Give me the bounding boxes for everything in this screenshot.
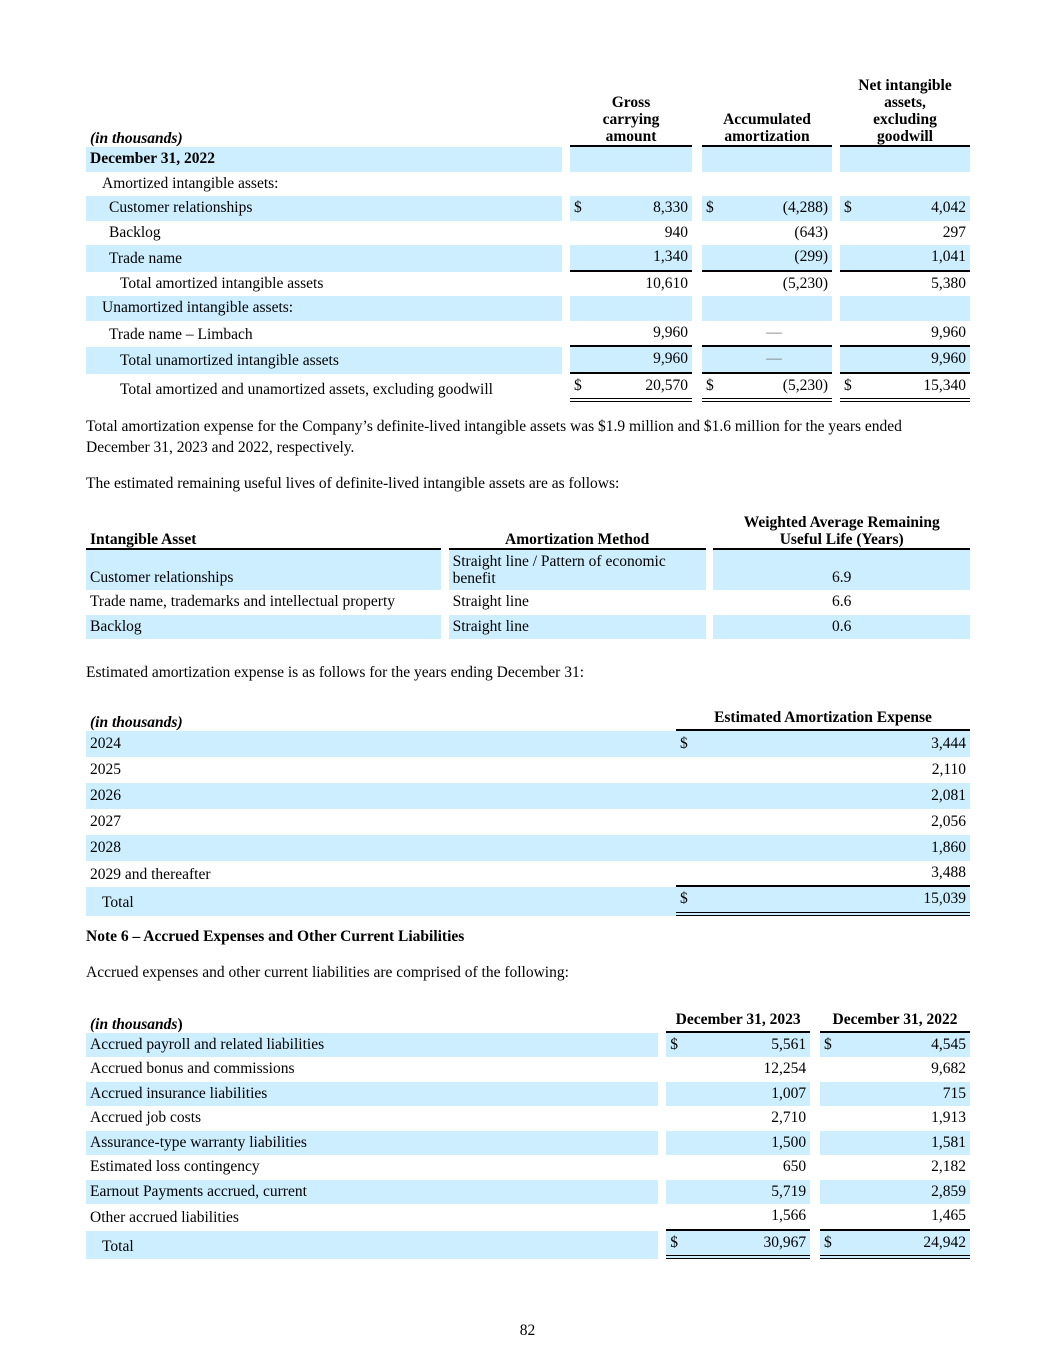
row-label: Accrued insurance liabilities	[86, 1082, 658, 1107]
currency-symbol: $	[676, 731, 690, 757]
useful-lives-intro: The estimated remaining useful lives of definite-lived intangible assets are as follows:	[86, 475, 620, 492]
row-label: Backlog	[109, 223, 161, 241]
row-label: Trade name – Limbach	[109, 325, 253, 343]
table-row	[86, 196, 970, 221]
currency-symbol: $	[820, 1231, 834, 1260]
total-2023: 30,967	[680, 1231, 810, 1260]
table-row	[86, 1082, 970, 1107]
value-2023: 650	[782, 1158, 807, 1175]
accum-value: (299)	[716, 245, 832, 272]
expense-value: 2,110	[931, 761, 966, 778]
row-label: Estimated loss contingency	[90, 1158, 260, 1175]
useful-lives-table	[86, 514, 970, 639]
net-value: 5,380	[931, 274, 966, 292]
value-2022: 2,182	[931, 1158, 966, 1175]
currency-symbol: $	[570, 374, 584, 403]
table-row	[86, 1155, 970, 1180]
row-label: Assurance-type warranty liabilities	[86, 1131, 658, 1156]
section-label: Unamortized intangible assets:	[86, 296, 562, 321]
table-row	[86, 1106, 970, 1131]
col-header-life: Weighted Average Remaining Useful Life (Years)	[713, 514, 970, 550]
year: 2024	[86, 731, 676, 757]
note6-title: Note 6 – Accrued Expenses and Other Current Liabilities	[86, 928, 465, 945]
value-2022: 9,682	[931, 1060, 966, 1077]
estimated-expense-table	[86, 701, 970, 916]
table-row	[86, 1131, 970, 1156]
value-2023: 5,561	[680, 1033, 810, 1058]
value-2023: 2,710	[771, 1109, 807, 1126]
year: 2026	[86, 783, 676, 809]
expense-value: 1,860	[690, 835, 970, 861]
accum-value: —	[716, 347, 832, 374]
gross-value: 20,570	[584, 374, 692, 403]
asset-name: Trade name, trademarks and intellectual property	[90, 593, 396, 610]
subtotal-row	[86, 272, 970, 297]
asset-name: Customer relationships	[86, 550, 441, 590]
currency-symbol: $	[570, 196, 584, 221]
method: Straight line	[452, 593, 529, 610]
section-row	[86, 172, 970, 197]
total-label: Total	[86, 1231, 658, 1260]
method: Straight line / Pattern of economic benefit	[449, 550, 706, 590]
table-row	[86, 550, 970, 590]
col-header-2023: December 31, 2023	[666, 1003, 810, 1033]
value-2023: 1,566	[680, 1204, 810, 1231]
period-label: December 31, 2022	[86, 147, 562, 172]
net-value: 15,340	[854, 374, 970, 403]
total-label: Total	[86, 887, 676, 916]
table-row	[86, 221, 970, 246]
expense-value: 2,081	[690, 783, 970, 809]
table-header-row	[86, 1003, 970, 1033]
estimated-expense-intro: Estimated amortization expense is as follows for the years ending December 31:	[86, 664, 584, 681]
useful-life: 6.6	[832, 593, 852, 610]
row-label: Accrued payroll and related liabilities	[86, 1033, 658, 1058]
net-value: 9,960	[854, 321, 970, 348]
col-header-accumulated: Accumulated amortization	[702, 77, 832, 147]
table-row	[86, 809, 970, 835]
intangibles-table-2022	[86, 77, 970, 402]
gross-value: 9,960	[584, 347, 692, 374]
year: 2029 and thereafter	[90, 865, 211, 883]
value-2023: 5,719	[680, 1180, 810, 1205]
value-2022: 1,581	[834, 1131, 970, 1156]
table-row	[86, 835, 970, 861]
accum-value: (5,230)	[782, 274, 828, 292]
table-row	[86, 783, 970, 809]
value-2023: 1,007	[680, 1082, 810, 1107]
accum-value: (5,230)	[716, 374, 832, 403]
gross-value: 940	[664, 223, 688, 241]
net-value: 9,960	[854, 347, 970, 374]
value-2022: 4,545	[834, 1033, 970, 1058]
table-row	[86, 1180, 970, 1205]
value-2023: 12,254	[763, 1060, 807, 1077]
table-row	[86, 861, 970, 888]
year: 2027	[90, 813, 121, 830]
table-row	[86, 757, 970, 783]
table-row	[86, 1057, 970, 1082]
total-value: 15,039	[690, 887, 970, 916]
row-label: Accrued bonus and commissions	[90, 1060, 295, 1077]
row-label: Customer relationships	[86, 196, 562, 221]
year: 2028	[86, 835, 676, 861]
row-label: Earnout Payments accrued, current	[86, 1180, 658, 1205]
col-header-method: Amortization Method	[449, 514, 706, 550]
currency-symbol: $	[676, 887, 690, 916]
col-header-net: Net intangible assets, excluding goodwill	[840, 77, 970, 147]
total-row	[86, 887, 970, 916]
useful-life: 6.9	[713, 550, 970, 590]
year: 2025	[90, 761, 121, 778]
row-label: Total unamortized intangible assets	[86, 347, 562, 374]
method: Straight line	[449, 615, 706, 640]
currency-symbol: $	[702, 196, 716, 221]
table-row	[86, 731, 970, 757]
currency-symbol: $	[820, 1033, 834, 1058]
currency-symbol: $	[666, 1231, 680, 1260]
gross-value: 1,340	[584, 245, 692, 272]
asset-name: Backlog	[86, 615, 441, 640]
col-header-gross: Gross carrying amount	[570, 77, 692, 147]
table-row	[86, 590, 970, 615]
row-label: Accrued job costs	[90, 1109, 202, 1126]
table-row	[86, 1033, 970, 1058]
gross-value: 8,330	[584, 196, 692, 221]
row-label: Total amortized intangible assets	[120, 274, 324, 292]
units-label: (in thousands)	[90, 130, 183, 147]
total-2022: 24,942	[834, 1231, 970, 1260]
row-label: Other accrued liabilities	[90, 1209, 239, 1226]
row-label: Trade name	[86, 245, 562, 272]
col-header-2022: December 31, 2022	[820, 1003, 970, 1033]
section-label: Amortized intangible assets:	[102, 174, 279, 192]
subtotal-row	[86, 347, 970, 374]
value-2023: 1,500	[680, 1131, 810, 1156]
table-header-row	[86, 77, 970, 147]
expense-value: 3,444	[690, 731, 970, 757]
table-header-row	[86, 701, 970, 731]
net-value: 1,041	[854, 245, 970, 272]
value-2022: 1,913	[931, 1109, 966, 1126]
section-row	[86, 296, 970, 321]
useful-life: 0.6	[713, 615, 970, 640]
accum-value: (643)	[794, 223, 828, 241]
table-header-row	[86, 514, 970, 550]
net-value: 4,042	[854, 196, 970, 221]
accum-value: —	[716, 321, 832, 348]
value-2022: 1,465	[834, 1204, 970, 1231]
total-row	[86, 1231, 970, 1260]
row-label: Total amortized and unamortized assets, excluding goodwill	[120, 380, 493, 398]
currency-symbol: $	[702, 374, 716, 403]
gross-value: 10,610	[645, 274, 688, 292]
expense-value: 3,488	[690, 861, 970, 888]
table-row	[86, 245, 970, 272]
expense-value: 2,056	[931, 813, 966, 830]
table-row	[86, 1204, 970, 1231]
accrued-expenses-table	[86, 1003, 970, 1259]
accum-value: (4,288)	[716, 196, 832, 221]
table-row	[86, 321, 970, 348]
currency-symbol: $	[666, 1033, 680, 1058]
period-row	[86, 147, 970, 172]
units-label: (in thousands)	[90, 713, 183, 731]
gross-value: 9,960	[584, 321, 692, 348]
note6-intro: Accrued expenses and other current liabilities are comprised of the following:	[86, 964, 569, 981]
col-header-expense: Estimated Amortization Expense	[676, 701, 970, 731]
table-row	[86, 615, 970, 640]
amortization-expense-paragraph: Total amortization expense for the Company’s definite-lived intangible assets was $1.9 million and $1.6 million for the years ended December 31, 2023 and 2022, respectively.	[86, 418, 902, 456]
currency-symbol: $	[840, 196, 854, 221]
value-2022: 715	[834, 1082, 970, 1107]
units-label: (in thousands)	[90, 1015, 183, 1033]
grand-total-row	[86, 374, 970, 403]
currency-symbol: $	[840, 374, 854, 403]
net-value: 297	[942, 223, 966, 241]
col-header-asset: Intangible Asset	[86, 514, 441, 550]
page-number: 82	[519, 1322, 536, 1339]
value-2022: 2,859	[834, 1180, 970, 1205]
